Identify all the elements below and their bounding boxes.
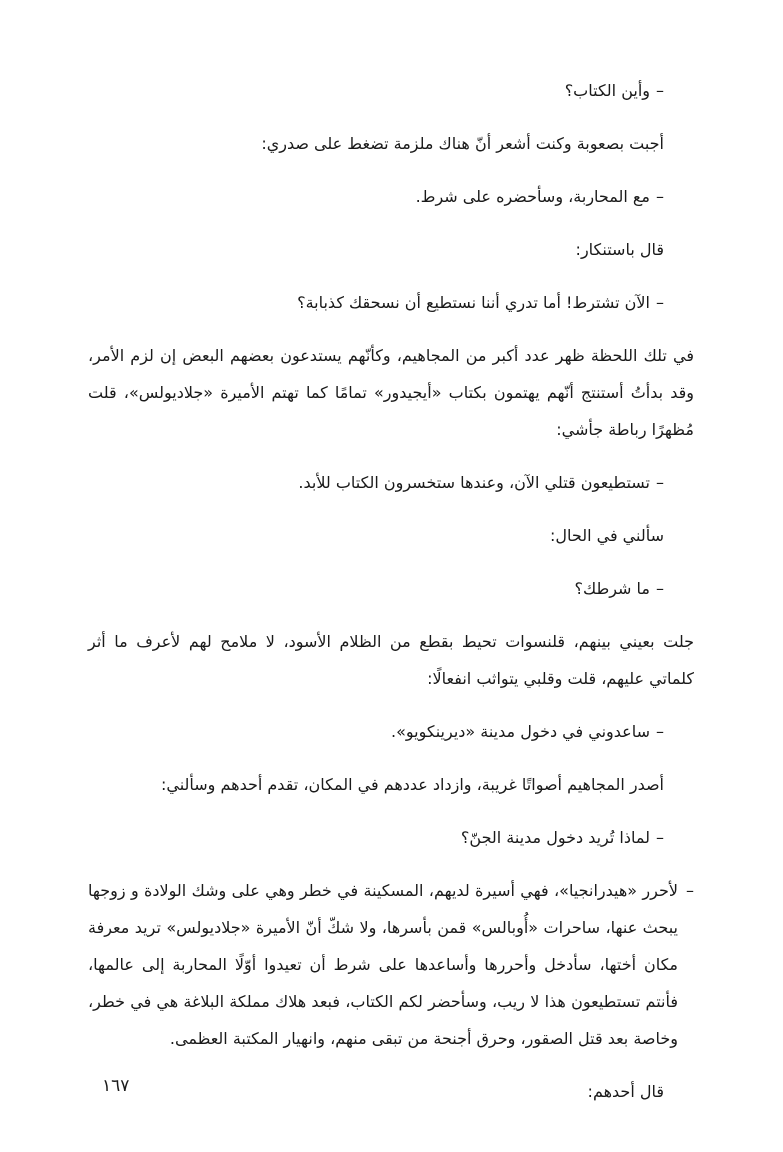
- narration-paragraph: قال باستنكار:: [575, 240, 664, 259]
- dialogue-dash: –: [686, 881, 694, 900]
- dialogue-line: [88, 72, 694, 109]
- dialogue-text: مع المحاربة، وسأحضره على شرط.: [415, 187, 650, 206]
- dialogue-text: لماذا تُريد دخول مدينة الجنّ؟: [460, 828, 650, 847]
- dialogue-text: وأين الكتاب؟: [564, 81, 650, 100]
- dialogue-text: ساعدوني في دخول مدينة «ديرينكويو».: [391, 722, 650, 741]
- dialogue-line: [88, 819, 694, 856]
- page-number: ١٦٧: [102, 1076, 130, 1096]
- dialogue-line: [88, 178, 694, 215]
- dialogue-text: الآن تشترط! أما تدري أننا نستطيع أن نسحقك كذبابة؟: [297, 293, 650, 312]
- dialogue-line: [88, 464, 694, 501]
- dialogue-dash: –: [656, 187, 664, 206]
- narration-paragraph: جلت بعيني بينهم، قلنسوات تحيط بقطع من الظلام الأسود، لا ملامح لهم لأعرف ما أثر كلماتي عليهم، قلت وقلبي يتواثب انفعالًا:: [88, 632, 694, 688]
- dialogue-long: [88, 872, 694, 1057]
- narration-paragraph: أصدر المجاهيم أصواتًا غريبة، وازداد عددهم في المكان، تقدم أحدهم وسألني:: [160, 775, 664, 794]
- dialogue-dash: –: [656, 81, 664, 100]
- dialogue-line: [88, 284, 694, 321]
- narration-paragraph: قال أحدهم:: [587, 1082, 664, 1101]
- dialogue-line: [88, 570, 694, 607]
- narration-paragraph: أجبت بصعوبة وكنت أشعر أنّ هناك ملزمة تضغط على صدري:: [261, 134, 664, 153]
- dialogue-dash: –: [656, 828, 664, 847]
- dialogue-dash: –: [656, 293, 664, 312]
- narration-paragraph: في تلك اللحظة ظهر عدد أكبر من المجاهيم، وكأنّهم يستدعون بعضهم البعض إن لزم الأمر، وقد بدأتُ أستنتج أنّهم يهتمون بكتاب «أيجيدور» تمامًا كما تهتم الأميرة «جلاديولس»، قلت مُظهرًا رباطة جأشي:: [88, 346, 694, 439]
- dialogue-dash: –: [656, 579, 664, 598]
- dialogue-text: ما شرطك؟: [574, 579, 650, 598]
- dialogue-dash: –: [656, 473, 664, 492]
- dialogue-line: [88, 713, 694, 750]
- dialogue-text: تستطيعون قتلي الآن، وعندها ستخسرون الكتاب للأبد.: [298, 473, 650, 492]
- narration-paragraph: سألني في الحال:: [549, 526, 664, 545]
- dialogue-dash: –: [656, 722, 664, 741]
- dialogue-text: لأحرر «هيدرانجيا»، فهي أسيرة لديهم، المسكينة في خطر وهي على وشك الولادة و زوجها يبحث عنها، ساحرات «أُوبالس» قمن بأسرها، ولا شكّ أنّ الأميرة «جلاديولس» تريد معرفة مكان أختها، سأدخل وأحررها وأساعدها على شرط أن تعيدوا أوّلًا المحاربة إلى عالمها، فأنتم تستطيعون هذا لا ريب، وسأحضر لكم الكتاب، فبعد هلاك مملكة البلاغة هي في خطر، وخاصة بعد قتل الصقور، وحرق أجنحة من تبقى منهم، وانهيار المكتبة العظمى.: [88, 881, 678, 1048]
- book-page-body: [88, 72, 694, 1126]
